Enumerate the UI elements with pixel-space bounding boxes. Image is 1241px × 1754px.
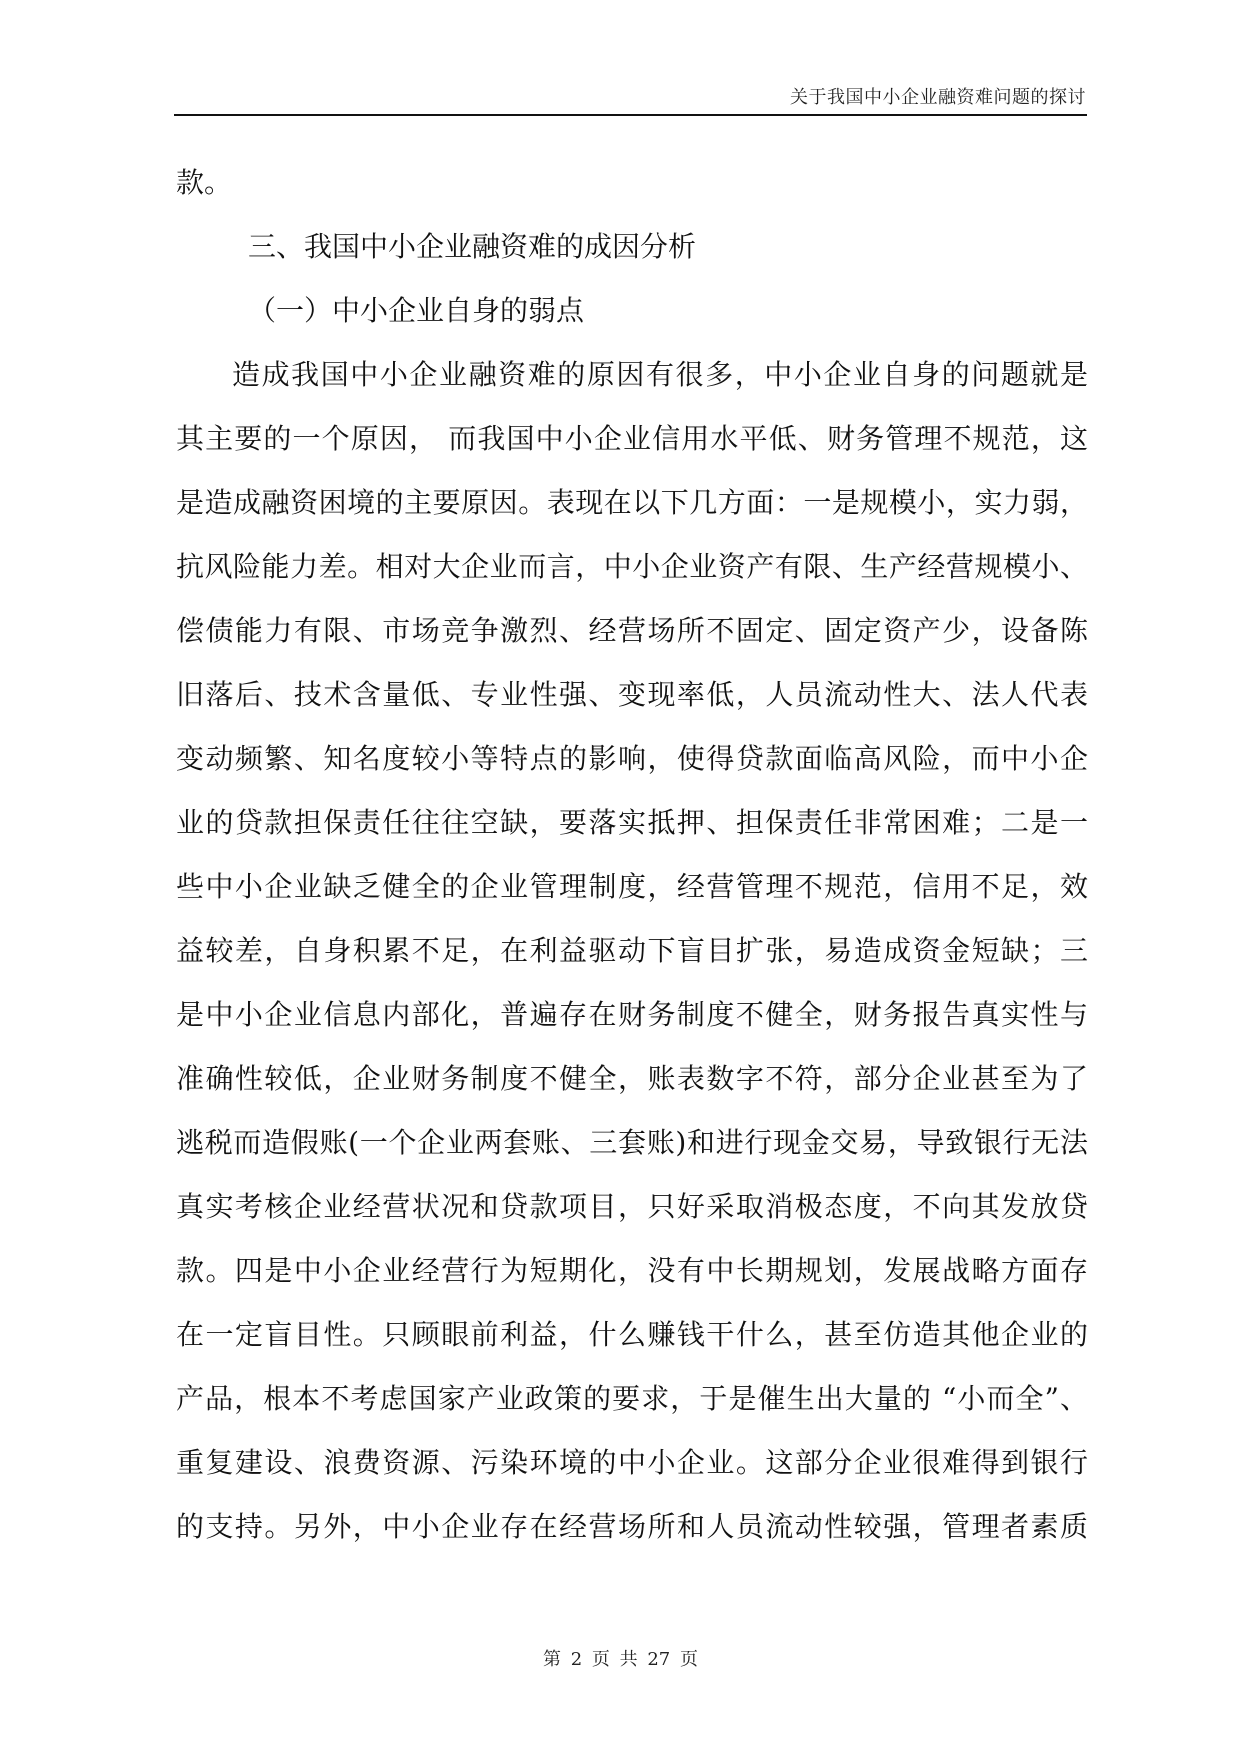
text-line: 款。四是中小企业经营行为短期化，没有中长期规划，发展战略方面存 [176,1254,1088,1287]
text-line: 真实考核企业经营状况和贷款项目，只好采取消极态度，不向其发放贷 [176,1190,1088,1223]
text-line: 偿债能力有限、市场竞争激烈、经营场所不固定、固定资产少，设备陈 [176,614,1088,647]
text-line: 款。 [176,166,233,199]
text-line: 旧落后、技术含量低、专业性强、变现率低，人员流动性大、法人代表 [176,678,1088,711]
text-line: 产品，根本不考虑国家产业政策的要求，于是催生出大量的 “小而全”、 [176,1382,1088,1415]
page-content [176,151,1088,1559]
section-heading: 三、我国中小企业融资难的成因分析 [248,230,697,263]
page-number: 第 2 页 共 27 页 [543,1649,698,1670]
text-line: 抗风险能力差。相对大企业而言，中小企业资产有限、生产经营规模小、 [176,550,1088,583]
text-line: 其主要的一个原因， 而我国中小企业信用水平低、财务管理不规范，这 [176,422,1088,455]
text-line: 重复建设、浪费资源、污染环境的中小企业。这部分企业很难得到银行 [176,1446,1088,1479]
page-header-title: 关于我国中小企业融资难问题的探讨 [790,87,1086,108]
header-divider [174,114,1087,116]
text-line: 逃税而造假账(一个企业两套账、三套账)和进行现金交易，导致银行无法 [176,1126,1088,1159]
text-line: 些中小企业缺乏健全的企业管理制度，经营管理不规范，信用不足，效 [176,870,1088,903]
text-line: 准确性较低，企业财务制度不健全，账表数字不符，部分企业甚至为了 [176,1062,1088,1095]
text-line: 益较差，自身积累不足，在利益驱动下盲目扩张，易造成资金短缺；三 [176,934,1088,967]
text-line: 业的贷款担保责任往往空缺，要落实抵押、担保责任非常困难；二是一 [176,806,1088,839]
text-line: 的支持。另外，中小企业存在经营场所和人员流动性较强，管理者素质 [176,1510,1088,1543]
paragraph-first-line: 造成我国中小企业融资难的原因有很多，中小企业自身的问题就是 [232,358,1088,391]
text-line: 在一定盲目性。只顾眼前利益，什么赚钱干什么，甚至仿造其他企业的 [176,1318,1088,1351]
text-line: 变动频繁、知名度较小等特点的影响，使得贷款面临高风险，而中小企 [176,742,1088,775]
subsection-heading: （一）中小企业自身的弱点 [248,294,585,327]
text-line: 是造成融资困境的主要原因。表现在以下几方面：一是规模小，实力弱， [176,486,1088,519]
text-line: 是中小企业信息内部化，普遍存在财务制度不健全，财务报告真实性与 [176,998,1088,1031]
